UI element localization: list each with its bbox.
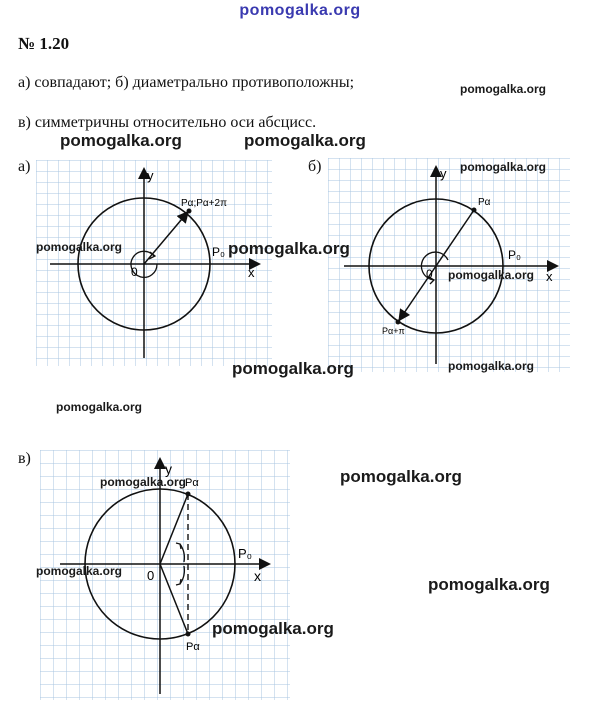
watermark: pomogalka.org	[36, 240, 123, 254]
x-axis-label: x	[248, 265, 255, 280]
y-axis-label: y	[165, 461, 172, 477]
y-axis-label: y	[147, 168, 154, 183]
watermark: pomogalka.org	[244, 131, 366, 150]
point-p-alpha	[472, 208, 477, 213]
watermark: pomogalka.org	[428, 575, 550, 594]
point-opposite-label: Pα+π	[382, 326, 405, 336]
point-main-label: Pα;Pα+2π	[181, 198, 227, 209]
answer-line-2: в) симметричны относительно оси абсцисс.	[18, 114, 317, 131]
y-axis-label: y	[440, 166, 447, 181]
origin-label: 0	[426, 267, 433, 281]
watermark: pomogalka.org	[460, 82, 547, 96]
site-header[interactable]: pomogalka.org	[239, 2, 361, 19]
watermark: pomogalka.org	[232, 359, 354, 378]
figure-b	[328, 158, 570, 372]
x-axis-label: x	[546, 269, 553, 284]
point-main-label: Pα	[478, 197, 491, 208]
figure-v-label: в)	[18, 450, 31, 467]
point-p-alpha-plus-pi	[396, 320, 401, 325]
watermark: pomogalka.org	[448, 268, 535, 282]
point-p0-label: P₀	[508, 248, 521, 262]
origin-label: 0	[131, 265, 138, 279]
task-number: № 1.20	[18, 34, 70, 53]
watermark: pomogalka.org	[56, 400, 143, 414]
watermark: pomogalka.org	[228, 239, 350, 258]
watermark: pomogalka.org	[100, 475, 187, 489]
grid-background	[328, 158, 570, 372]
point-top-label: Pα	[185, 477, 199, 489]
point-p0-label: P₀	[212, 245, 225, 259]
origin-label: 0	[147, 568, 155, 583]
point-bottom-label: Pα	[186, 641, 200, 653]
watermark: pomogalka.org	[60, 131, 182, 150]
watermark: pomogalka.org	[448, 359, 535, 373]
answer-line-1: а) совпадают; б) диаметрально противоположны;	[18, 74, 355, 91]
figure-a	[36, 160, 272, 366]
point-p-alpha-top	[186, 492, 191, 497]
watermark: pomogalka.org	[460, 160, 547, 174]
watermark: pomogalka.org	[340, 467, 462, 486]
point-p-alpha	[187, 209, 192, 214]
figure-b-label: б)	[308, 158, 322, 175]
x-axis-label: x	[254, 568, 261, 584]
point-p0-label: P₀	[238, 546, 253, 561]
watermark: pomogalka.org	[212, 619, 334, 638]
grid-background	[36, 160, 272, 366]
figure-a-label: а)	[18, 158, 31, 175]
point-p-alpha-bottom	[186, 632, 191, 637]
watermark: pomogalka.org	[36, 564, 123, 578]
